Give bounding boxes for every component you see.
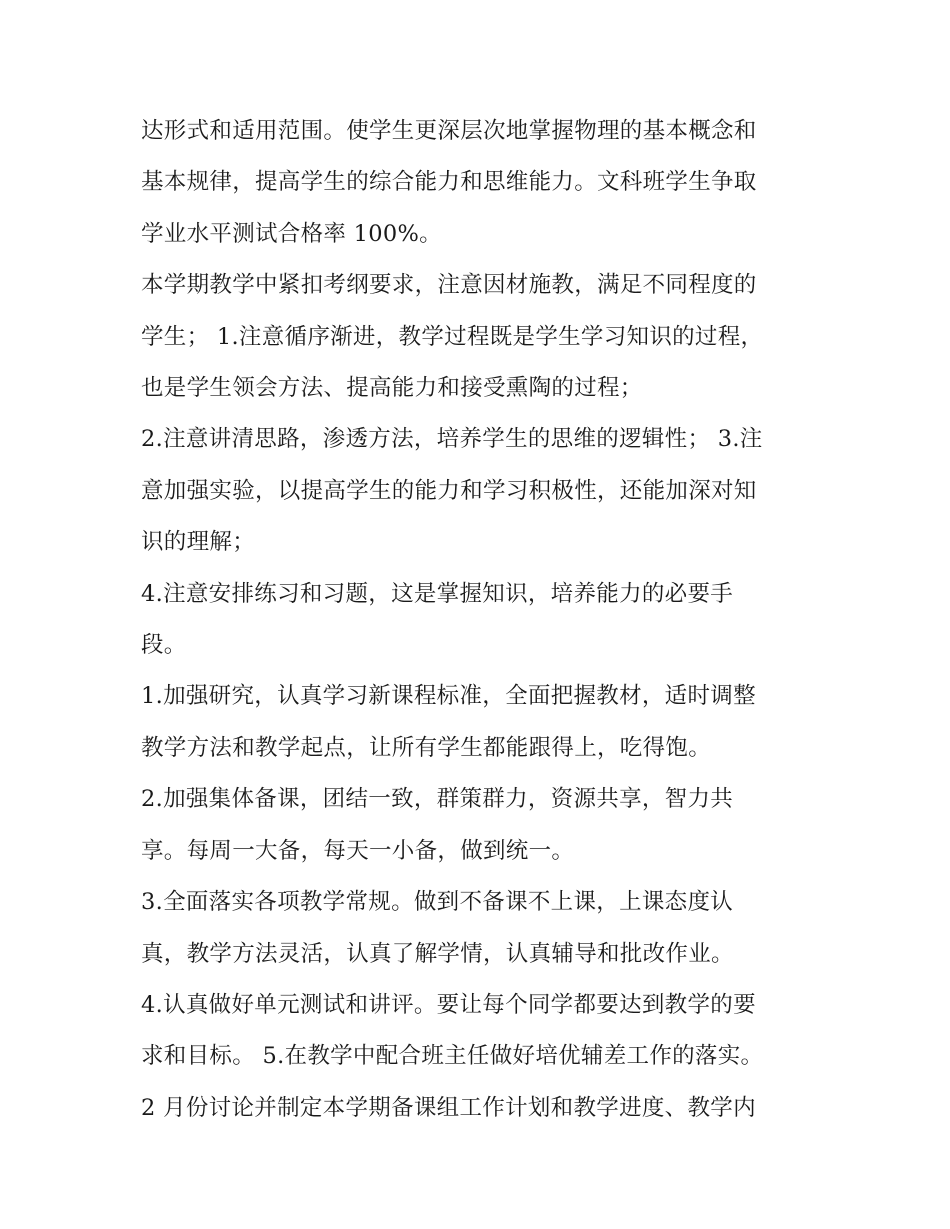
text-line: 基本规律，提高学生的综合能力和思维能力。文科班学生争取 bbox=[141, 169, 757, 196]
text-line: 识的理解； bbox=[141, 529, 256, 556]
paragraph-methods-experiments bbox=[141, 414, 821, 568]
paragraph-research bbox=[141, 671, 821, 774]
text-line: 学业水平测试合格率 100%。 bbox=[141, 220, 442, 247]
paragraph-goals bbox=[141, 106, 821, 260]
text-line: 真，教学方法灵活，认真了解学情，认真辅导和批改作业。 bbox=[141, 940, 734, 967]
text-line: 段。 bbox=[141, 632, 187, 659]
text-line: 享。每周一大备，每天一小备，做到统一。 bbox=[141, 837, 575, 864]
text-line: 求和目标。 5.在教学中配合班主任做好培优辅差工作的落实。 bbox=[141, 1043, 764, 1070]
paragraph-schedule bbox=[141, 1083, 821, 1134]
text-line: 本学期教学中紧扣考纲要求，注意因材施教，满足不同程度的 bbox=[141, 272, 757, 299]
text-line: 2 月份讨论并制定本学期备课组工作计划和教学进度、教学内 bbox=[141, 1094, 756, 1121]
text-line: 达形式和适用范围。使学生更深层次地掌握物理的基本概念和 bbox=[141, 118, 757, 144]
text-line: 学生； 1.注意循序渐进，教学过程既是学生学习知识的过程， bbox=[141, 323, 764, 350]
text-line: 2.注意讲清思路，渗透方法，培养学生的思维的逻辑性； 3.注 bbox=[141, 426, 763, 453]
text-line: 3.全面落实各项教学常规。做到不备课不上课，上课态度认 bbox=[141, 889, 734, 916]
text-line: 4.认真做好单元测试和讲评。要让每个同学都要达到教学的要 bbox=[141, 991, 756, 1018]
text-line: 教学方法和教学起点，让所有学生都能跟得上，吃得饱。 bbox=[141, 734, 712, 761]
paragraph-teaching-routine bbox=[141, 877, 821, 980]
paragraph-collective-prep bbox=[141, 774, 821, 877]
paragraph-exercises bbox=[141, 569, 821, 672]
text-line: 2.加强集体备课，团结一致，群策群力，资源共享，智力共 bbox=[141, 786, 734, 813]
paragraph-unit-tests bbox=[141, 980, 821, 1083]
text-line: 意加强实验，以提高学生的能力和学习积极性，还能加深对知 bbox=[141, 477, 757, 504]
text-line: 4.注意安排练习和习题，这是掌握知识，培养能力的必要手 bbox=[141, 580, 734, 607]
text-line: 也是学生领会方法、提高能力和接受熏陶的过程； bbox=[141, 375, 643, 402]
text-line: 1.加强研究，认真学习新课程标准，全面把握教材，适时调整 bbox=[141, 683, 756, 710]
document-body bbox=[141, 106, 821, 1134]
paragraph-teaching-requirements bbox=[141, 260, 821, 414]
